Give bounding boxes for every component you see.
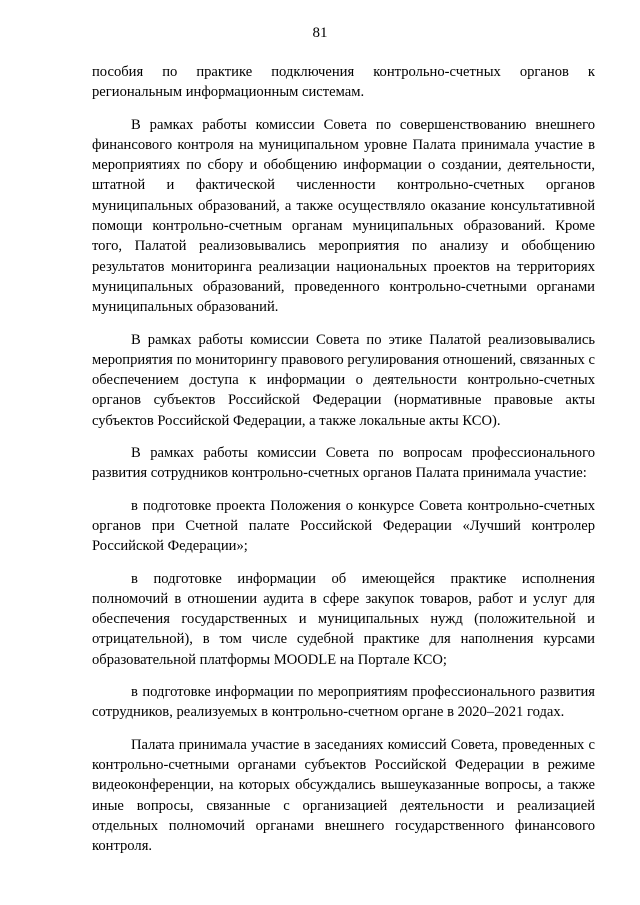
paragraph-1: пособия по практике подключения контрольно-счетных органов к региональным информационным системам. [92, 64, 595, 101]
paragraph-7: в подготовке информации по мероприятиям профессионального развития сотрудников, реализуемых в контрольно-счетном органе в 2020–2021 годах. [92, 684, 595, 721]
document-body [92, 62, 595, 868]
paragraph-6: в подготовке информации об имеющейся практике исполнения полномочий в отношении аудита в сфере закупок товаров, работ и услуг для обеспечения государственных и муниципальных нужд (положительной и отрицательной), в том числе судебной практике для наполнения курсами образовательной платформы MOODLE на Портале КСО; [92, 570, 595, 668]
paragraph-4: В рамках работы комиссии Совета по вопросам профессионального развития сотрудников контрольно-счетных органов Палата принимала участие: [92, 445, 595, 482]
paragraph-8: Палата принимала участие в заседаниях комиссий Совета, проведенных с контрольно-счетными органами субъектов Российской Федерации в режиме видеоконференции, на которых обсуждались вышеуказанные вопросы, а также иные вопросы, связанные с организацией деятельности и реализацией отдельных полномочий органами внешнего государственного финансового контроля. [92, 736, 595, 855]
paragraph-3: В рамках работы комиссии Совета по этике Палатой реализовывались мероприятия по мониторингу правового регулирования отношений, связанных с обеспечением доступа к информации о деятельности контрольно-счетных органов субъектов Российской Федерации (нормативные правовые акты субъектов Российской Федерации, а также локальные акты КСО). [92, 331, 595, 429]
paragraph-2: В рамках работы комиссии Совета по совершенствованию внешнего финансового контроля на муниципальном уровне Палата принимала участие в мероприятиях по сбору и обобщению информации о создании, деятельности, штатной и фактической численности контрольно-счетных органов муниципальных образований, а также осуществляло оказание консультативной помощи контрольно-счетным органам муниципальных образований. Кроме того, Палатой реализовывались мероприятия по анализу и обобщению результатов мониторинга реализации национальных проектов на территориях муниципальных образований, проведенного контрольно-счетными органами муниципальных образований. [92, 116, 595, 316]
paragraph-5: в подготовке проекта Положения о конкурсе Совета контрольно-счетных органов при Счетной палате Российской Федерации «Лучший контролер Российской Федерации»; [92, 497, 595, 555]
page-number: 81 [312, 25, 328, 41]
